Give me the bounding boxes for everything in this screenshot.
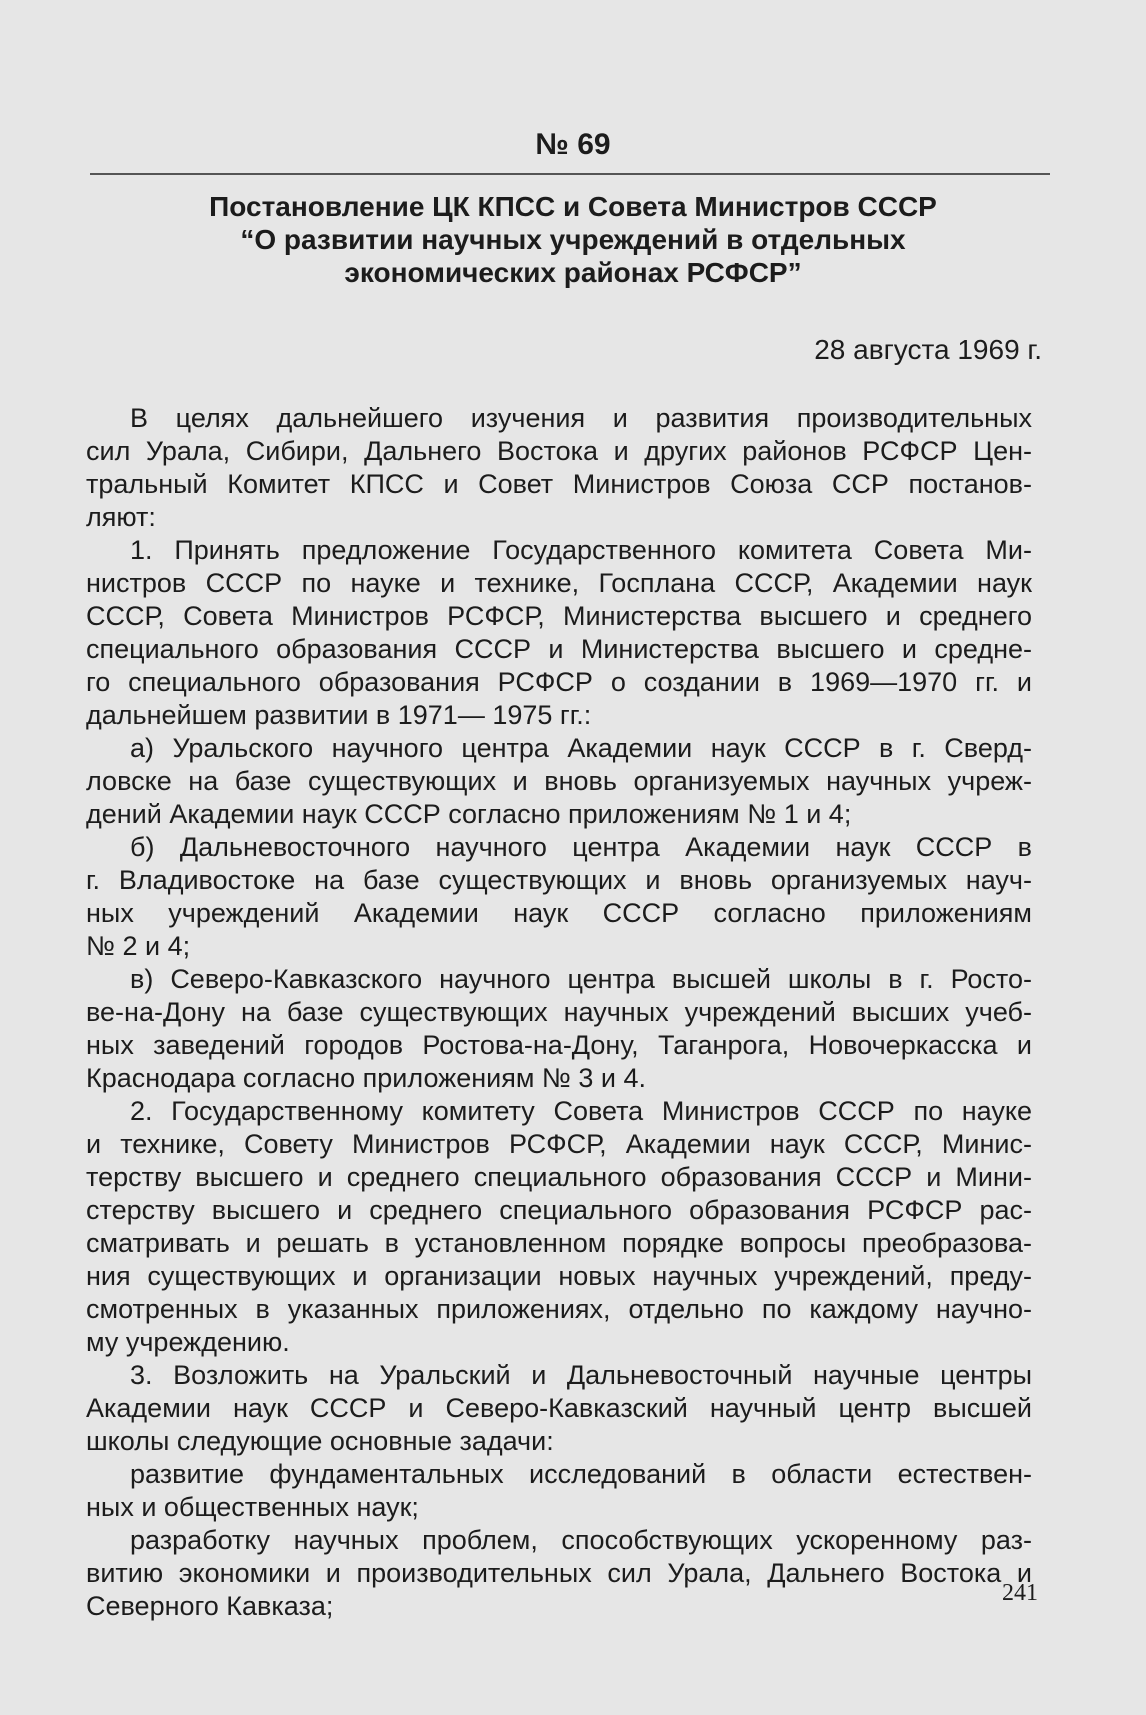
header-rule [90,173,1050,175]
text-line: сматривать и решать в установленном порядке вопросы преобразова- [86,1228,1032,1258]
text-line: СССР, Совета Министров РСФСР, Министерства высшего и среднего [86,601,1032,631]
text-line: и технике, Совету Министров РСФСР, Академии наук СССР, Минис- [86,1129,1032,1159]
paragraph [86,402,1032,534]
paragraph [86,963,1032,1095]
text-line: ных заведений городов Ростова-на-Дону, Таганрога, Новочеркасска и [86,1030,1032,1060]
text-line: дальнейшем развитии в 1971— 1975 гг.: [86,700,592,730]
text-line: витию экономики и производительных сил Урала, Дальнего Востока и [86,1558,1032,1588]
text-line: ния существующих и организации новых научных учреждений, преду- [86,1261,1032,1291]
text-line: ловске на базе существующих и вновь организуемых научных учреж- [86,766,1032,796]
text-line: В целях дальнейшего изучения и развития производительных [130,403,1032,433]
text-line: Северного Кавказа; [86,1591,334,1621]
text-line: ных учреждений Академии наук СССР согласно приложениям [86,898,1032,928]
paragraph [86,831,1032,963]
document-number: № 69 [535,128,611,161]
text-line: Академии наук СССР и Северо-Кавказский научный центр высшей [86,1393,1032,1423]
paragraph [86,1524,1032,1623]
document-body [86,402,1032,1623]
paragraph [86,732,1032,831]
text-line: го специального образования РСФСР о создании в 1969—1970 гг. и [86,667,1032,697]
text-line: нистров СССР по науке и технике, Госплана СССР, Академии наук [86,568,1032,598]
title-line: Постановление ЦК КПСС и Совета Министров СССР [209,191,937,222]
text-line: 3. Возложить на Уральский и Дальневосточный научные центры [130,1360,1032,1390]
text-line: смотренных в указанных приложениях, отдельно по каждому научно- [86,1294,1032,1324]
text-line: ляют: [86,502,156,532]
text-line: специального образования СССР и Министерства высшего и средне- [86,634,1032,664]
text-line: разработку научных проблем, способствующих ускоренному раз- [130,1525,1032,1555]
title-line: “О развитии научных учреждений в отдельных [240,224,906,255]
text-line: школы следующие основные задачи: [86,1426,554,1456]
text-line: 1. Принять предложение Государственного комитета Совета Ми- [130,535,1032,565]
paragraph [86,1095,1032,1359]
text-line: № 2 и 4; [86,931,191,961]
text-line: ных и общественных наук; [86,1492,419,1522]
text-line: г. Владивостоке на базе существующих и вновь организуемых науч- [86,865,1032,895]
text-line: 2. Государственному комитету Совета Министров СССР по науке [130,1096,1032,1126]
text-line: дений Академии наук СССР согласно приложениям № 1 и 4; [86,799,852,829]
document-date: 28 августа 1969 г. [814,334,1042,365]
text-line: Краснодара согласно приложениям № 3 и 4. [86,1063,646,1093]
text-line: развитие фундаментальных исследований в области естествен- [130,1459,1032,1489]
paragraph [86,1458,1032,1524]
text-line: а) Уральского научного центра Академии наук СССР в г. Сверд- [130,733,1032,763]
text-line: ве-на-Дону на базе существующих научных учреждений высших учеб- [86,997,1032,1027]
text-line: в) Северо-Кавказского научного центра высшей школы в г. Росто- [130,964,1032,994]
page-number: 241 [1002,1580,1038,1606]
text-line: тральный Комитет КПСС и Совет Министров Союза ССР постанов- [86,469,1032,499]
text-line: терству высшего и среднего специального образования СССР и Мини- [86,1162,1032,1192]
text-line: стерству высшего и среднего специального образования РСФСР рас- [86,1195,1032,1225]
text-line: б) Дальневосточного научного центра Академии наук СССР в [130,832,1032,862]
title-line: экономических районах РСФСР” [344,257,802,288]
text-line: му учреждению. [86,1327,290,1357]
text-line: сил Урала, Сибири, Дальнего Востока и других районов РСФСР Цен- [86,436,1032,466]
paragraph [86,1359,1032,1458]
paragraph [86,534,1032,732]
document-title [120,190,1026,289]
